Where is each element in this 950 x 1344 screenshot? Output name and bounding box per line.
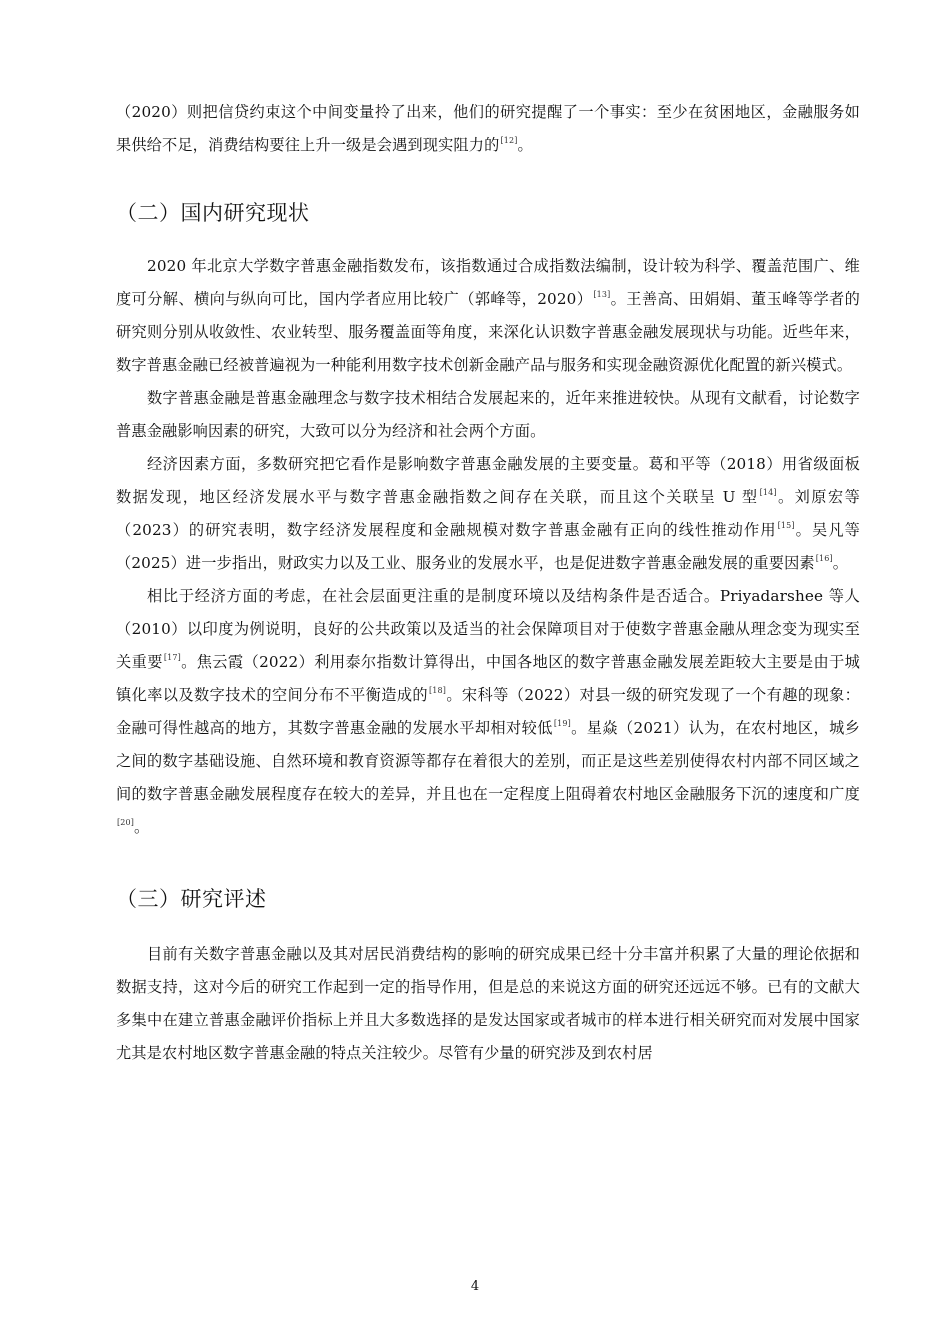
page-body (116, 96, 860, 1070)
paragraph-influencing-factors (116, 382, 860, 448)
text-run: 2020 年北京大学数字普惠金融指数发布，该指数通过合成指数法编制，设计较为科学、覆盖范围广、维度可分解、横向与纵向可比，国内学者应用比较广（郭峰等，2020） (116, 257, 860, 308)
text-run: 相比于经济方面的考虑，在社会层面更注重的是制度环境以及结构条件是否适合。Priyadarshee 等人（2010）以印度为例说明，良好的公共政策以及适当的社会保障项目对于使数字普惠金融从理念变为现实至关重要 (116, 587, 860, 671)
paragraph-review-summary (116, 938, 860, 1070)
citation-ref: [20] (117, 818, 135, 827)
text-run: 。王善高、田娟娟、董玉峰等学者的研究则分别从收敛性、农业转型、服务覆盖面等角度，来深化认识数字普惠金融发展现状与功能。近些年来，数字普惠金融已经被普遍视为一种能利用数字技术创新金融产品与服务和实现金融资源优化配置的新兴模式。 (116, 290, 860, 374)
citation-ref: [15] (777, 521, 795, 530)
text-run: 。刘原宏等（2023）的研究表明，数字经济发展程度和金融规模对数字普惠金融有正向的线性推动作用 (116, 488, 860, 539)
paragraph-social-factors (116, 580, 860, 844)
citation-ref: [14] (759, 488, 777, 497)
paragraph-credit-constraint (116, 96, 860, 162)
text-run: （2020）则把信贷约束这个中间变量拎了出来，他们的研究提醒了一个事实：至少在贫困地区，金融服务如果供给不足，消费结构要往上升一级是会遇到现实阻力的 (116, 103, 860, 154)
text-run: 目前有关数字普惠金融以及其对居民消费结构的影响的研究成果已经十分丰富并积累了大量的理论依据和数据支持，这对今后的研究工作起到一定的指导作用，但是总的来说这方面的研究还远远不够。已有的文献大多集中在建立普惠金融评价指标上并且大多数选择的是发达国家或者城市的样本进行相关研究而对发展中国家尤其是农村地区数字普惠金融的特点关注较少。尽管有少量的研究涉及到农村居 (116, 945, 860, 1062)
citation-ref: [13] (593, 290, 611, 299)
citation-ref: [18] (429, 686, 447, 695)
section-heading-domestic-research: （二）国内研究现状 (116, 201, 310, 225)
page-number: 4 (470, 1279, 480, 1294)
text-run: 。 (134, 818, 150, 836)
citation-ref: [17] (163, 653, 181, 662)
text-run: 。吴凡等（2025）进一步指出，财政实力以及工业、服务业的发展水平，也是促进数字普惠金融发展的重要因素 (116, 521, 860, 572)
paragraph-pku-index (116, 250, 860, 382)
text-run: 。宋科等（2022）对县一级的研究发现了一个有趣的现象：金融可得性越高的地方，其数字普惠金融的发展水平却相对较低 (116, 686, 861, 737)
text-run: 。星焱（2021）认为，在农村地区，城乡之间的数字基础设施、自然环境和教育资源等都存在着很大的差别，而正是这些差别使得农村内部不同区域之间的数字普惠金融发展程度存在较大的差异，并且也在一定程度上阻碍着农村地区金融服务下沉的速度和广度 (116, 719, 861, 803)
text-run: 。焦云霞（2022）利用泰尔指数计算得出，中国各地区的数字普惠金融发展差距较大主要是由于城镇化率以及数字技术的空间分布不平衡造成的 (116, 653, 861, 704)
citation-ref: [16] (815, 554, 833, 563)
paragraph-economic-factors (116, 448, 860, 580)
text-run: 数字普惠金融是普惠金融理念与数字技术相结合发展起来的，近年来推进较快。从现有文献看，讨论数字普惠金融影响因素的研究，大致可以分为经济和社会两个方面。 (116, 389, 860, 440)
text-run: 经济因素方面，多数研究把它看作是影响数字普惠金融发展的主要变量。葛和平等（2018）用省级面板数据发现，地区经济发展水平与数字普惠金融指数之间存在关联，而且这个关联呈 U 型 (116, 455, 860, 506)
citation-ref: [19] (553, 719, 571, 728)
text-run: 。 (517, 136, 533, 154)
citation-ref: [12] (500, 136, 518, 145)
text-run: 。 (832, 554, 849, 572)
section-heading-research-review: （三）研究评述 (116, 887, 267, 911)
